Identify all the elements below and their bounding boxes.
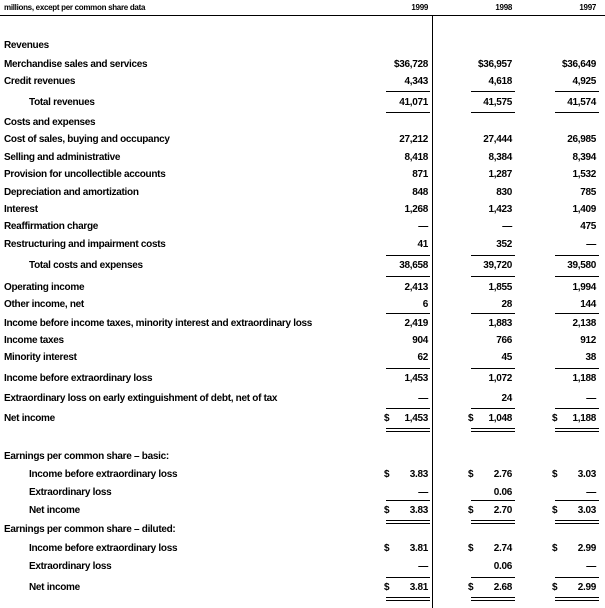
table-row	[0, 134, 605, 150]
cell-1998	[468, 335, 512, 346]
table-row	[0, 524, 605, 540]
underline	[386, 91, 430, 92]
year-1999-header: 1999	[411, 3, 428, 12]
underline	[471, 91, 515, 92]
cell-1999	[384, 393, 428, 404]
row-label: Income before extraordinary loss	[29, 469, 178, 480]
cell-1997	[552, 97, 596, 108]
table-row	[0, 582, 605, 598]
underline	[471, 255, 515, 256]
cell-1999	[384, 561, 428, 572]
cell-value: 4,925	[572, 76, 596, 87]
underline	[555, 255, 599, 256]
cell-value: 1,048	[488, 413, 512, 424]
table-row	[0, 413, 605, 429]
table-row	[0, 352, 605, 368]
cell-value: 1,409	[572, 204, 596, 215]
underline	[471, 577, 515, 578]
row-label: Extraordinary loss	[29, 487, 112, 498]
cell-1997	[552, 299, 596, 310]
cell-value: 1,188	[572, 373, 596, 384]
dollar-sign: $	[552, 413, 558, 424]
cell-value: 904	[412, 335, 428, 346]
cell-value: 26,985	[567, 134, 596, 145]
dollar-sign: $	[552, 469, 558, 480]
underline	[386, 255, 430, 256]
cell-1998	[468, 152, 512, 163]
dollar-sign: $	[468, 413, 474, 424]
table-row	[0, 97, 605, 113]
cell-value: 2.99	[577, 582, 596, 593]
cell-1997	[552, 505, 596, 516]
cell-value: 41,575	[483, 97, 512, 108]
underline	[386, 276, 430, 277]
double-underline	[471, 431, 515, 432]
cell-value: 28	[501, 299, 512, 310]
dollar-sign: $	[468, 543, 474, 554]
cell-value: —	[418, 221, 428, 232]
table-row	[0, 469, 605, 485]
cell-value: 39,720	[483, 260, 512, 271]
underline	[471, 112, 515, 113]
cell-1998	[468, 221, 512, 232]
cell-1998	[468, 59, 512, 70]
cell-value: 2.68	[493, 582, 512, 593]
table-row	[0, 152, 605, 168]
cell-value: 3.83	[409, 469, 428, 480]
underline	[471, 408, 515, 409]
cell-value: 871	[412, 169, 428, 180]
cell-value: 27,444	[483, 134, 512, 145]
cell-value: 38,658	[399, 260, 428, 271]
cell-value: 3.81	[409, 543, 428, 554]
cell-value: 766	[496, 335, 512, 346]
row-label: Total revenues	[29, 97, 95, 108]
cell-value: 38	[585, 352, 596, 363]
cell-value: 1,453	[404, 373, 428, 384]
cell-value: 62	[417, 352, 428, 363]
double-underline	[555, 428, 599, 429]
cell-1999	[384, 487, 428, 498]
underline	[555, 91, 599, 92]
double-underline	[555, 600, 599, 601]
row-label: Interest	[4, 204, 38, 215]
cell-1999	[384, 152, 428, 163]
row-label: Restructuring and impairment costs	[4, 239, 166, 250]
cell-value: 144	[580, 299, 596, 310]
double-underline	[555, 520, 599, 521]
cell-value: 24	[501, 393, 512, 404]
double-underline	[471, 523, 515, 524]
cell-1997	[552, 260, 596, 271]
table-row	[0, 451, 605, 467]
cell-value: $36,957	[477, 59, 512, 70]
cell-value: 1,453	[404, 413, 428, 424]
cell-value: 1,532	[572, 169, 596, 180]
row-label: Extraordinary loss	[29, 561, 112, 572]
cell-1999	[384, 352, 428, 363]
cell-1998	[468, 561, 512, 572]
cell-value: —	[418, 561, 428, 572]
cell-1997	[552, 152, 596, 163]
table-row	[0, 76, 605, 92]
cell-value: 785	[580, 187, 596, 198]
row-label: Reaffirmation charge	[4, 221, 99, 232]
double-underline	[471, 520, 515, 521]
cell-1999	[384, 204, 428, 215]
underline	[555, 368, 599, 369]
cell-value: 2,419	[404, 318, 428, 329]
table-row	[0, 169, 605, 185]
cell-1997	[552, 393, 596, 404]
cell-value: 912	[580, 335, 596, 346]
table-row	[0, 335, 605, 351]
cell-1997	[552, 59, 596, 70]
dollar-sign: $	[468, 469, 474, 480]
cell-1997	[552, 469, 596, 480]
row-label: Extraordinary loss on early extinguishment of debt, net of tax	[4, 393, 278, 404]
table-row	[0, 561, 605, 577]
cell-value: —	[586, 393, 596, 404]
cell-value: 2,138	[572, 318, 596, 329]
cell-value: 27,212	[399, 134, 428, 145]
cell-1998	[468, 505, 512, 516]
table-row	[0, 59, 605, 75]
row-label: Income before extraordinary loss	[29, 543, 178, 554]
cell-1998	[468, 373, 512, 384]
cell-1998	[468, 239, 512, 250]
row-label: Provision for uncollectible accounts	[4, 169, 166, 180]
cell-1997	[552, 221, 596, 232]
cell-value: 3.03	[577, 469, 596, 480]
cell-1999	[384, 59, 428, 70]
double-underline	[386, 428, 430, 429]
underline	[471, 500, 515, 501]
cell-1997	[552, 239, 596, 250]
row-label: Merchandise sales and services	[4, 59, 148, 70]
cell-value: 1,855	[488, 282, 512, 293]
double-underline	[386, 523, 430, 524]
row-label: Income taxes	[4, 335, 64, 346]
underline	[386, 313, 430, 314]
table-row	[0, 543, 605, 559]
cell-1997	[552, 487, 596, 498]
double-underline	[386, 431, 430, 432]
row-label: Net income	[4, 413, 55, 424]
table-row	[0, 117, 605, 133]
underline	[386, 577, 430, 578]
underline	[386, 112, 430, 113]
header-divider	[0, 15, 605, 16]
double-underline	[555, 597, 599, 598]
cell-value: 1,287	[488, 169, 512, 180]
cell-value: 41,071	[399, 97, 428, 108]
underline	[555, 313, 599, 314]
cell-1999	[384, 335, 428, 346]
cell-value: 2.70	[493, 505, 512, 516]
cell-1997	[552, 282, 596, 293]
cell-1999	[384, 239, 428, 250]
row-label: Selling and administrative	[4, 152, 121, 163]
table-row	[0, 393, 605, 409]
cell-1998	[468, 134, 512, 145]
row-label: Depreciation and amortization	[4, 187, 139, 198]
double-underline	[471, 428, 515, 429]
cell-value: 0.06	[493, 487, 512, 498]
cell-value: 2.99	[577, 543, 596, 554]
cell-value: 8,394	[572, 152, 596, 163]
underline	[471, 313, 515, 314]
cell-1997	[552, 413, 596, 424]
cell-1998	[468, 76, 512, 87]
double-underline	[555, 431, 599, 432]
cell-1999	[384, 187, 428, 198]
year-1997-header: 1997	[579, 3, 596, 12]
row-label: Earnings per common share – diluted:	[4, 524, 176, 535]
cell-1997	[552, 169, 596, 180]
cell-1999	[384, 169, 428, 180]
cell-value: $36,728	[393, 59, 428, 70]
cell-1998	[468, 260, 512, 271]
cell-value: 3.83	[409, 505, 428, 516]
cell-1998	[468, 204, 512, 215]
cell-value: 1,188	[572, 413, 596, 424]
cell-1997	[552, 352, 596, 363]
cell-value: 475	[580, 221, 596, 232]
cell-1998	[468, 487, 512, 498]
cell-value: $36,649	[561, 59, 596, 70]
dollar-sign: $	[384, 469, 390, 480]
table-row	[0, 239, 605, 255]
cell-1999	[384, 505, 428, 516]
cell-1998	[468, 543, 512, 554]
cell-1997	[552, 582, 596, 593]
row-label: Total costs and expenses	[29, 260, 143, 271]
row-label: Minority interest	[4, 352, 77, 363]
table-row	[0, 282, 605, 298]
double-underline	[386, 597, 430, 598]
cell-value: 1,883	[488, 318, 512, 329]
cell-1998	[468, 352, 512, 363]
cell-1998	[468, 413, 512, 424]
table-row	[0, 505, 605, 521]
underline	[555, 577, 599, 578]
underline	[555, 500, 599, 501]
cell-1998	[468, 169, 512, 180]
cell-value: 6	[422, 299, 428, 310]
underline	[555, 276, 599, 277]
cell-1998	[468, 187, 512, 198]
cell-value: 3.81	[409, 582, 428, 593]
table-row	[0, 221, 605, 237]
cell-1998	[468, 299, 512, 310]
double-underline	[555, 523, 599, 524]
cell-1999	[384, 373, 428, 384]
cell-value: 1,994	[572, 282, 596, 293]
row-label: Cost of sales, buying and occupancy	[4, 134, 170, 145]
dollar-sign: $	[552, 543, 558, 554]
cell-1999	[384, 76, 428, 87]
table-row	[0, 260, 605, 276]
row-label: Income before income taxes, minority interest and extraordinary loss	[4, 318, 313, 329]
cell-value: —	[502, 221, 512, 232]
dollar-sign: $	[384, 582, 390, 593]
cell-value: 8,418	[404, 152, 428, 163]
cell-value: 1,268	[404, 204, 428, 215]
cell-value: 39,580	[567, 260, 596, 271]
dollar-sign: $	[384, 413, 390, 424]
table-row	[0, 204, 605, 220]
row-label: Costs and expenses	[4, 117, 96, 128]
row-label: Income before extraordinary loss	[4, 373, 153, 384]
row-label: Revenues	[4, 40, 49, 51]
dollar-sign: $	[552, 582, 558, 593]
table-row	[0, 318, 605, 334]
cell-1999	[384, 260, 428, 271]
cell-1999	[384, 318, 428, 329]
cell-value: —	[418, 393, 428, 404]
cell-1997	[552, 373, 596, 384]
table-row	[0, 187, 605, 203]
cell-1998	[468, 97, 512, 108]
double-underline	[386, 520, 430, 521]
cell-1999	[384, 134, 428, 145]
cell-value: 1,072	[488, 373, 512, 384]
year-1998-header: 1998	[495, 3, 512, 12]
cell-1998	[468, 393, 512, 404]
cell-value: —	[418, 487, 428, 498]
cell-value: 830	[496, 187, 512, 198]
underline	[555, 408, 599, 409]
cell-1998	[468, 582, 512, 593]
cell-value: 4,343	[404, 76, 428, 87]
cell-value: 2,413	[404, 282, 428, 293]
row-label: Net income	[29, 505, 80, 516]
table-row	[0, 40, 605, 56]
underline	[555, 112, 599, 113]
cell-value: 2.76	[493, 469, 512, 480]
underline	[471, 276, 515, 277]
cell-value: 1,423	[488, 204, 512, 215]
dollar-sign: $	[468, 505, 474, 516]
cell-value: 4,618	[488, 76, 512, 87]
cell-1999	[384, 582, 428, 593]
cell-1998	[468, 282, 512, 293]
cell-value: —	[586, 561, 596, 572]
cell-value: —	[586, 239, 596, 250]
cell-value: 2.74	[493, 543, 512, 554]
underline	[386, 408, 430, 409]
cell-1997	[552, 335, 596, 346]
cell-1999	[384, 543, 428, 554]
cell-1999	[384, 299, 428, 310]
row-label: Other income, net	[4, 299, 84, 310]
cell-1999	[384, 221, 428, 232]
table-row	[0, 373, 605, 389]
row-label: Operating income	[4, 282, 85, 293]
cell-1997	[552, 134, 596, 145]
double-underline	[471, 597, 515, 598]
dollar-sign: $	[552, 505, 558, 516]
cell-value: 41,574	[567, 97, 596, 108]
underline	[386, 500, 430, 501]
cell-1997	[552, 318, 596, 329]
cell-value: 45	[501, 352, 512, 363]
double-underline	[386, 600, 430, 601]
cell-value: —	[586, 487, 596, 498]
cell-1997	[552, 204, 596, 215]
dollar-sign: $	[384, 505, 390, 516]
row-label: Credit revenues	[4, 76, 76, 87]
cell-value: 848	[412, 187, 428, 198]
cell-1997	[552, 76, 596, 87]
cell-1997	[552, 187, 596, 198]
cell-1998	[468, 469, 512, 480]
units-caption: millions, except per common share data	[4, 3, 146, 12]
dollar-sign: $	[468, 582, 474, 593]
cell-1999	[384, 282, 428, 293]
double-underline	[471, 600, 515, 601]
cell-value: 8,384	[488, 152, 512, 163]
cell-1998	[468, 318, 512, 329]
underline	[386, 368, 430, 369]
row-label: Net income	[29, 582, 80, 593]
cell-1997	[552, 561, 596, 572]
cell-value: 0.06	[493, 561, 512, 572]
cell-1999	[384, 413, 428, 424]
cell-value: 352	[496, 239, 512, 250]
cell-1999	[384, 97, 428, 108]
cell-value: 3.03	[577, 505, 596, 516]
cell-1999	[384, 469, 428, 480]
cell-value: 41	[417, 239, 428, 250]
underline	[471, 368, 515, 369]
cell-1997	[552, 543, 596, 554]
row-label: Earnings per common share – basic:	[4, 451, 169, 462]
dollar-sign: $	[384, 543, 390, 554]
